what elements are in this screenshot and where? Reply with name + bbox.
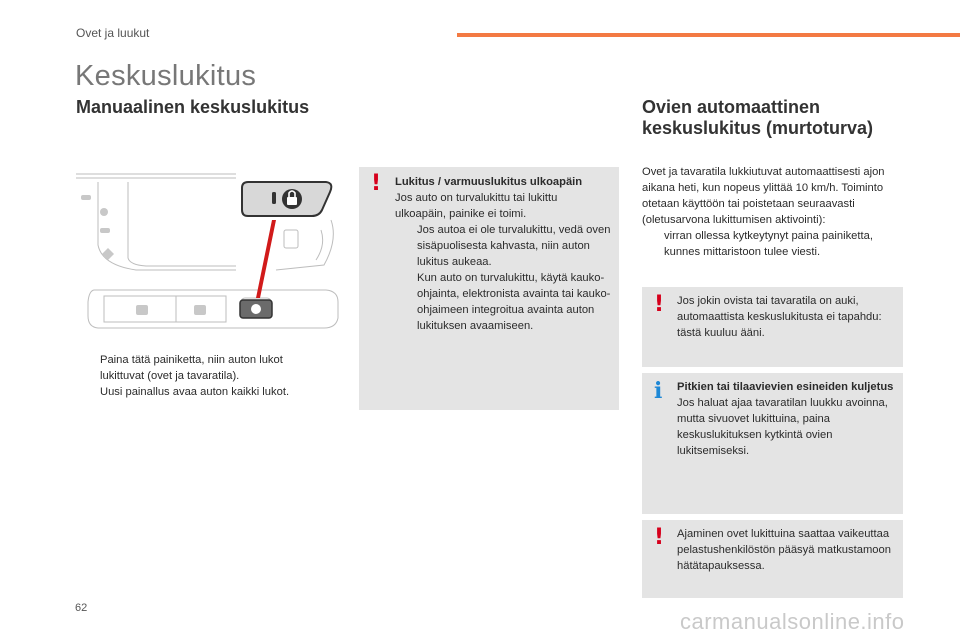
warning-text: Ajaminen ovet lukittuina saattaa vaikeuttaa pelastushenkilöstön pääsyä matkustamoon hätätapauksessa. [677,528,891,572]
warning-icon: ! [371,171,382,196]
warning-text: Jos auto on turvalukittu tai lukittu ulkoapäin, painike ei toimi. [395,192,558,220]
long-objects-info-box [642,373,903,514]
rescue-warning-box [642,520,903,598]
section-title: Ovet ja luukut [76,26,150,40]
right-section-heading [642,97,942,139]
list-item: Paina tätä painiketta, niin auton lukot lukittuvat (ovet ja tavaratila). [100,354,283,382]
warning-bullet-list [395,222,611,334]
intro-bullet-list [642,228,907,260]
auto-locking-intro [642,164,907,260]
header-accent-rule [457,33,960,37]
warning-icon: ! [654,525,665,550]
right-heading-line-2: keskuslukitus (murtoturva) [642,118,874,138]
central-locking-button-illustration [76,170,346,335]
right-heading-line-1: Ovien automaattinen [642,97,821,117]
open-door-warning-box [642,287,903,367]
info-text: Jos haluat ajaa tavaratilan luukku avoinna, mutta sivuovet lukittuina, paina keskuslukituksen kytkintä ovien lukitsemiseksi. [677,397,888,457]
warning-icon: ! [654,292,665,317]
left-bullet-list [78,352,328,400]
locking-warning-box [359,167,619,410]
info-icon: i [654,378,663,404]
intro-text: Ovet ja tavaratila lukkiutuvat automaattisesti ajon aikana heti, kun nopeus ylittää 10 km/h. Toiminto otetaan käyttöön tai poistetaan seuraavasti (oletusarvona lukittumisen aktivointi): [642,166,885,226]
watermark: carmanualsonline.info [680,609,905,634]
page-title: Keskuslukitus [75,60,257,92]
page-number: 62 [75,602,88,614]
list-item: Uusi painallus avaa auton kaikki lukot. [100,386,290,398]
list-item: Jos autoa ei ole turvalukittu, vedä oven sisäpuolisesta kahvasta, niin auton lukitus aukeaa. [417,224,611,268]
info-title: Pitkien tai tilaavievien esineiden kuljetus [677,381,894,393]
warning-title: Lukitus / varmuuslukitus ulkoapäin [395,176,583,188]
list-item: virran ollessa kytkeytynyt paina painiketta, kunnes mittaristoon tulee viesti. [664,230,873,258]
list-item: Kun auto on turvalukittu, käytä kauko-ohjainta, elektronista avainta tai kauko-ohjaimeen integroitua avainta auton lukituksen avaamiseen. [417,272,611,332]
warning-text: Jos jokin ovista tai tavaratila on auki, automaattista keskuslukitusta ei tapahdu: tästä kuuluu ääni. [677,295,882,339]
left-section-heading: Manuaalinen keskuslukitus [76,97,310,117]
